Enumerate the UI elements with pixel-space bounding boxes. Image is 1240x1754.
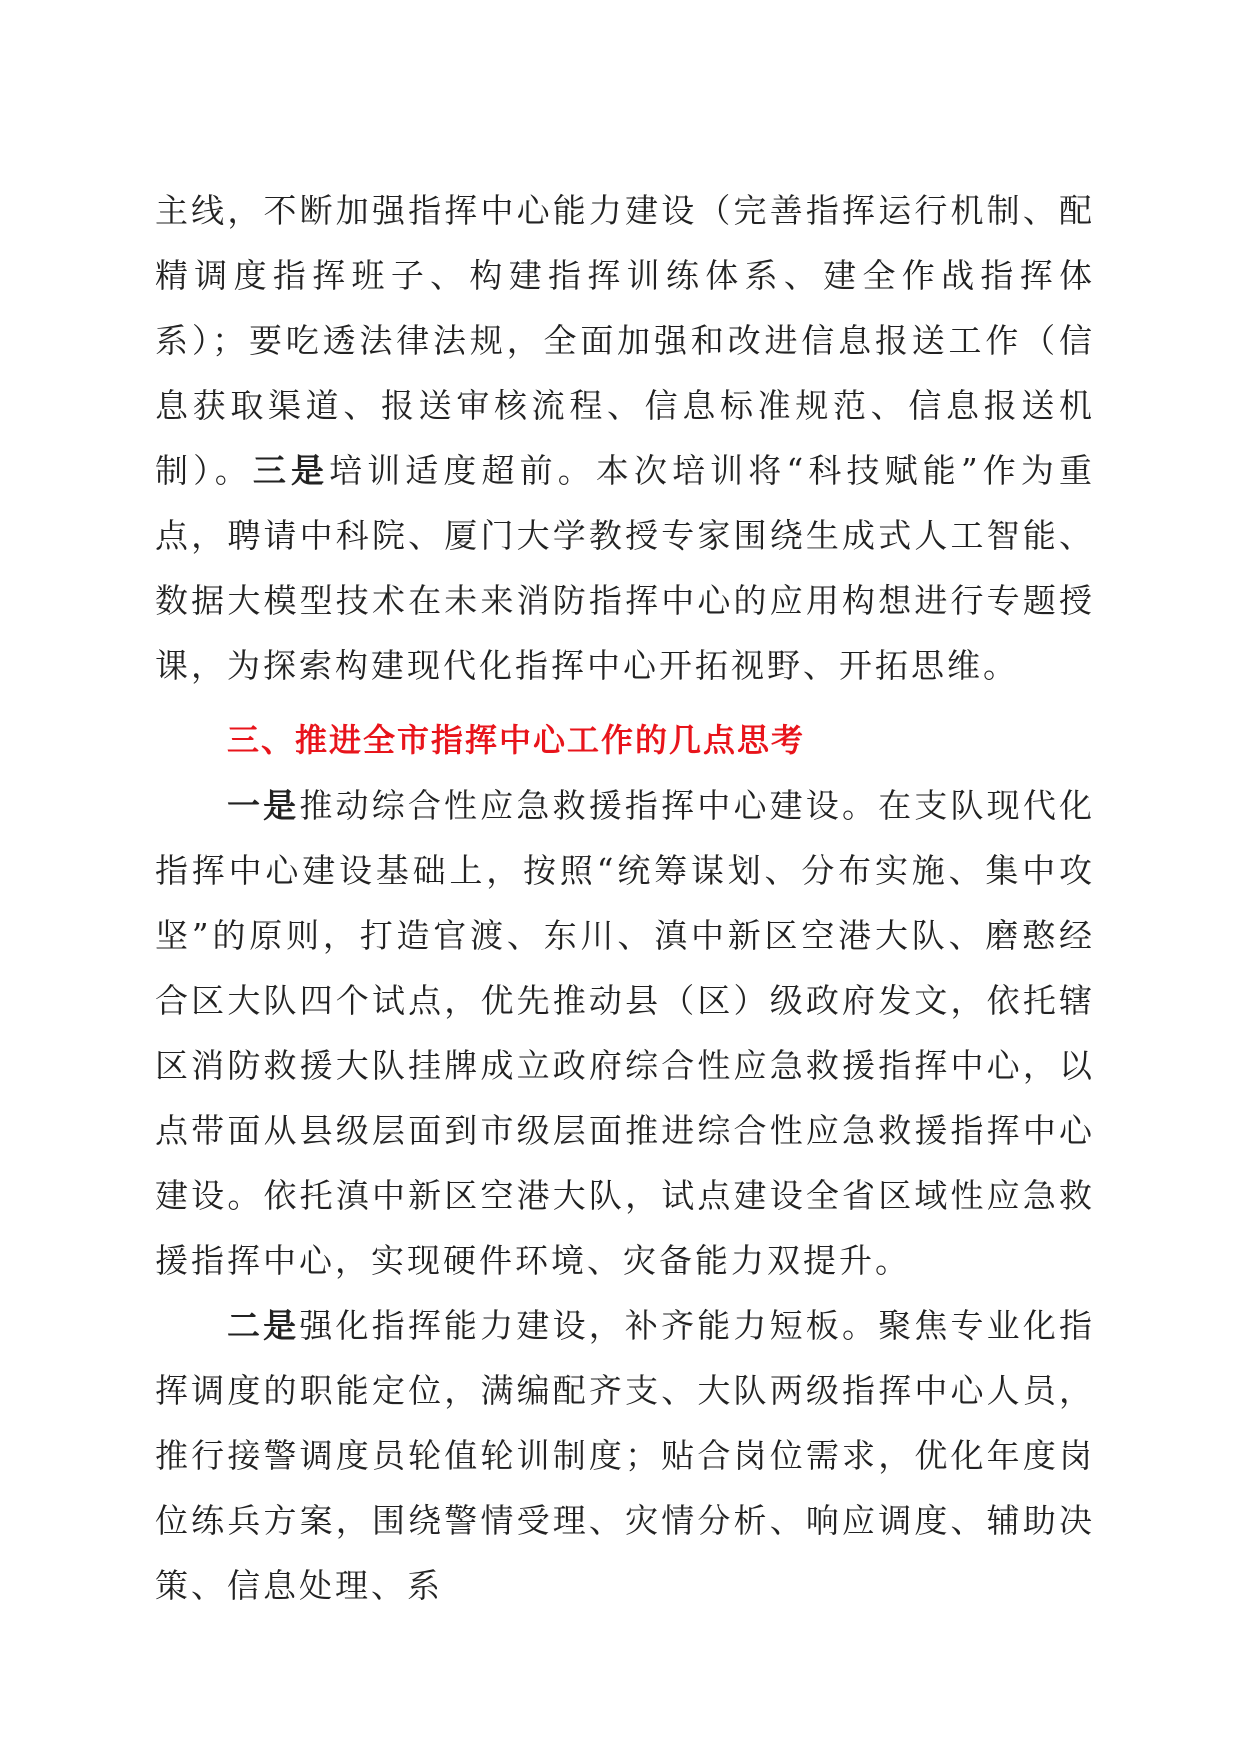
- paragraph-first-point: [155, 773, 1095, 1293]
- paragraph-text: 培训适度超前。本次培训将“科技赋能”作为重点，聘请中科院、厦门大学教授专家围绕生成式人工智能、数据大模型技术在未来消防指挥中心的应用构想进行专题授课，为探索构建现代化指挥中心开拓视野、开拓思维。: [155, 451, 1096, 685]
- section-heading: 三、推进全市指挥中心工作的几点思考: [227, 721, 806, 759]
- paragraph-text: 主线，不断加强指挥中心能力建设（完善指挥运行机制、配精调度指挥班子、构建指挥训练体系、建全作战指挥体系）；要吃透法律法规，全面加强和改进信息报送工作（信息获取渠道、报送审核流程、信息标准规范、信息报送机制）。: [155, 191, 1095, 490]
- paragraph-second-point: [155, 1293, 1095, 1618]
- paragraph-text: 推动综合性应急救援指挥中心建设。在支队现代化指挥中心建设基础上，按照“统筹谋划、分布实施、集中攻坚”的原则，打造官渡、东川、滇中新区空港大队、磨憨经合区大队四个试点，优先推动县（区）级政府发文，依托辖区消防救援大队挂牌成立政府综合性应急救援指挥中心，以点带面从县级层面到市级层面推进综合性应急救援指挥中心建设。依托滇中新区空港大队，试点建设全省区域性应急救援指挥中心，实现硬件环境、灾备能力双提升。: [155, 786, 1096, 1280]
- paragraph-training: [155, 178, 1095, 698]
- lead-phrase-third: 三是: [252, 451, 330, 490]
- document-page: [155, 178, 1095, 1618]
- lead-phrase-second: 二是: [227, 1306, 300, 1345]
- lead-phrase-first: 一是: [227, 786, 300, 825]
- paragraph-text: 强化指挥能力建设，补齐能力短板。聚焦专业化指挥调度的职能定位，满编配齐支、大队两级指挥中心人员，推行接警调度员轮值轮训制度；贴合岗位需求，优化年度岗位练兵方案，围绕警情受理、灾情分析、响应调度、辅助决策、信息处理、系: [155, 1306, 1096, 1605]
